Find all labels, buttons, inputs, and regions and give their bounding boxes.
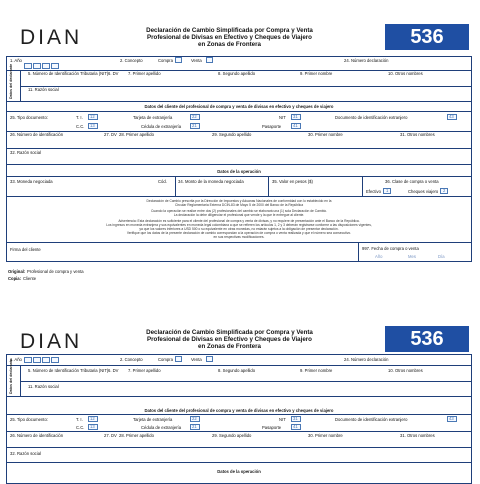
nit-client-label: NIT [279,115,286,120]
compra-label: Compra [158,58,173,63]
compra-checkbox[interactable] [175,356,182,362]
year-box-2[interactable] [33,63,41,69]
cc-label: C.C. [76,124,85,129]
passport-code-text: 41 [293,424,298,429]
form-title-line-3: en Zonas de Frontera [198,41,261,48]
foreign-doc-label: Documento de identificación extranjero [335,417,408,422]
first-surname-label: 7. Primer apellido [128,71,161,76]
other-names-label: 10. Otros nombres [388,368,423,373]
tarjeta-label: Tarjeta de extranjería [133,417,173,422]
client-second-surname-label: 29. Segundo apellido [212,433,252,438]
tarjeta-code-text: 22 [192,114,197,119]
pesos-value-label: 35. Valor en pesos ($) [272,179,313,184]
dian-logo: DIAN [20,26,83,49]
client-first-surname-label: 28. Primer apellido [119,132,154,137]
legal-text-4: La declaración la debe diligenciar el profesional que vende y la que le entregue al cliente. [173,213,305,217]
year-box-2[interactable] [33,357,41,363]
foreign-doc-code-text: 43 [449,114,454,119]
venta-label: Venta [191,58,202,63]
cc-code-text: 13 [90,123,95,128]
form-bottom [0,320,480,480]
venta-label: Venta [191,357,202,362]
business-name-label: 11. Razón social [28,384,59,389]
foreign-doc-code-text: 43 [449,416,454,421]
client-id-label: 26. Número de identificación [10,132,64,137]
legal-text-3: Cuando la operación se realice entre dos (2) profesionales del cambio se elaborará una (1) sola Declaración de Cambio. [150,209,328,213]
form-title-line-1: Declaración de Cambio Simplificada por Compra y Venta [146,329,313,336]
client-other-names-label: 31. Otros nombres [400,132,435,137]
tarjeta-code-text: 22 [192,416,197,421]
first-surname-label: 7. Primer apellido [128,368,161,373]
client-first-name-label: 30. Primer nombre [308,433,343,438]
efectivo-code-text: 1 [386,188,389,193]
declaration-number-label: 24. Número declaración [344,357,389,362]
second-surname-label: 8. Segundo apellido [218,71,256,76]
cod-label: Cód. [158,179,167,184]
client-first-surname-label: 28. Primer apellido [119,433,154,438]
first-name-label: 9. Primer nombre [300,71,333,76]
dv-label: 6. DV [108,368,119,373]
ti-label: T. I. [76,417,83,422]
dian-logo: DIAN [20,330,83,353]
nit-client-code-text: 31 [293,114,298,119]
cc-label: C.C. [76,425,85,430]
operation-section-title: Datos de la operación [217,469,261,474]
client-second-surname-label: 29. Segundo apellido [212,132,252,137]
date-day-label: Día [438,254,445,259]
cheques-label: Cheques viajero [408,189,439,194]
client-first-name-label: 30. Primer nombre [308,132,343,137]
form-number: 536 [385,24,469,50]
ti-label: T. I. [76,115,83,120]
currency-label: 33. Moneda negociada [10,179,53,184]
legal-text-2: Circular Reglamentaria Externa DCIN-83 de Mayo 5 de 2000 del Banco de la República [174,203,304,207]
cedula-ext-label: Cédula de extranjería [141,425,182,430]
year-box-3[interactable] [42,357,50,363]
client-business-name-label: 32. Razón social [10,451,41,456]
legal-text-6: Los ingresos en moneda extranjera y sus equivalentes en moneda legal colombiana a que se refieren los artículos 1, 2 y 3 deberán registrarse conforme a las disposiciones vigentes, [106,223,372,227]
form-title-line-2: Profesional de Divisas en Efectivo y Cheques de Viajero [147,336,312,343]
efectivo-label: Efectivo [366,189,381,194]
year-box-3[interactable] [42,63,50,69]
purchase-class-label: 36. Clase de compra o venta [385,179,439,184]
nit-label: 5. Número de Identificación Tributaria (NIT) [28,71,109,76]
dv-label: 6. DV [108,71,119,76]
legal-text-8: Verifique que los datos de la presente declaración de cambio correspondan a la operación de compra o venta realizada y que el número sea consecutivo. [126,231,352,235]
year-box-4[interactable] [51,357,59,363]
copy-value: Cliente [23,276,37,281]
cc-code-text: 13 [90,424,95,429]
venta-checkbox[interactable] [206,57,213,63]
legal-text-5: Advertencia: Esta declaración es suficiente para el cliente del profesional de compra y venta de divisas, y no requiere de presentación ante el Banco de la República. [118,219,360,223]
passport-code-text: 41 [293,123,298,128]
amount-label: 34. Monto de la moneda negociada [178,179,244,184]
client-business-name-label: 32. Razón social [10,150,41,155]
passport-label: Pasaporte [262,425,282,430]
foreign-doc-label: Documento de identificación extranjero [335,115,408,120]
legal-text-7: ya que los valores inferiores a USD 500 o su equivalente en otras monedas, no estarán sujetos a la obligación de presentar declaración. [139,227,339,231]
original-label: Original: [8,269,26,274]
client-signature-label: Firma del cliente [10,247,41,252]
year-box-1[interactable] [24,63,32,69]
date-month-label: Mes [408,254,416,259]
second-surname-label: 8. Segundo apellido [218,368,256,373]
other-names-label: 10. Otros nombres [388,71,423,76]
client-section-title: Datos del cliente del profesional de compra y venta de divisas en efectivo y cheques de viajero [144,104,334,109]
concept-label: 2. Concepto [120,58,143,63]
form-number: 536 [385,326,469,352]
declarant-side-label: Datos del declarante [9,358,13,394]
concept-label: 2. Concepto [120,357,143,362]
cedula-ext-code-text: 21 [192,123,197,128]
venta-checkbox[interactable] [206,356,213,362]
business-name-label: 11. Razón social [28,87,59,92]
first-name-label: 9. Primer nombre [300,368,333,373]
compra-label: Compra [158,357,173,362]
passport-label: Pasaporte [262,124,282,129]
year-label: 1. Año [10,58,22,63]
legal-text-1: Declaración de Cambio prescrita por la Dirección de Impuestos y Aduanas Nacionales de conformidad con lo establecido en la [146,199,332,203]
declaration-number-label: 24. Número declaración [344,58,389,63]
date-label: 997. Fecha de compra o venta [362,246,419,251]
cheques-code-text: 2 [443,188,446,193]
operation-section-title: Datos de la operación [217,169,261,174]
ti-code-text: 12 [90,114,95,119]
legal-text-9: en sus respectivas modificaciones. [213,235,265,239]
nit-label: 5. Número de Identificación Tributaria (NIT) [28,368,109,373]
client-other-names-label: 31. Otros nombres [400,433,435,438]
nit-client-label: NIT [279,417,286,422]
client-id-label: 26. Número de identificación [10,433,64,438]
compra-checkbox[interactable] [175,57,182,63]
client-section-title: Datos del cliente del profesional de compra y venta de divisas en efectivo y cheques de viajero [144,408,334,413]
year-label: 1. Año [10,357,22,362]
year-box-4[interactable] [51,63,59,69]
date-year-label: Año [375,254,383,259]
tarjeta-label: Tarjeta de extranjería [133,115,173,120]
cedula-ext-code-text: 21 [192,424,197,429]
declarant-side-label: Datos del declarante [9,63,13,99]
original-value: Profesional de compra y venta [27,269,84,274]
doc-type-label: 25. Tipo documento: [10,417,48,422]
copy-label: Copia: [8,276,22,281]
client-dv-label: 27. DV [104,132,117,137]
cedula-ext-label: Cédula de extranjería [141,124,182,129]
ti-code-text: 12 [90,416,95,421]
nit-client-code-text: 31 [293,416,298,421]
client-dv-label: 27. DV [104,433,117,438]
form-title-line-1: Declaración de Cambio Simplificada por Compra y Venta [146,27,313,34]
form-title-line-3: en Zonas de Frontera [198,343,261,350]
year-box-1[interactable] [24,357,32,363]
form-title-line-2: Profesional de Divisas en Efectivo y Cheques de Viajero [147,34,312,41]
doc-type-label: 25. Tipo documento: [10,115,48,120]
